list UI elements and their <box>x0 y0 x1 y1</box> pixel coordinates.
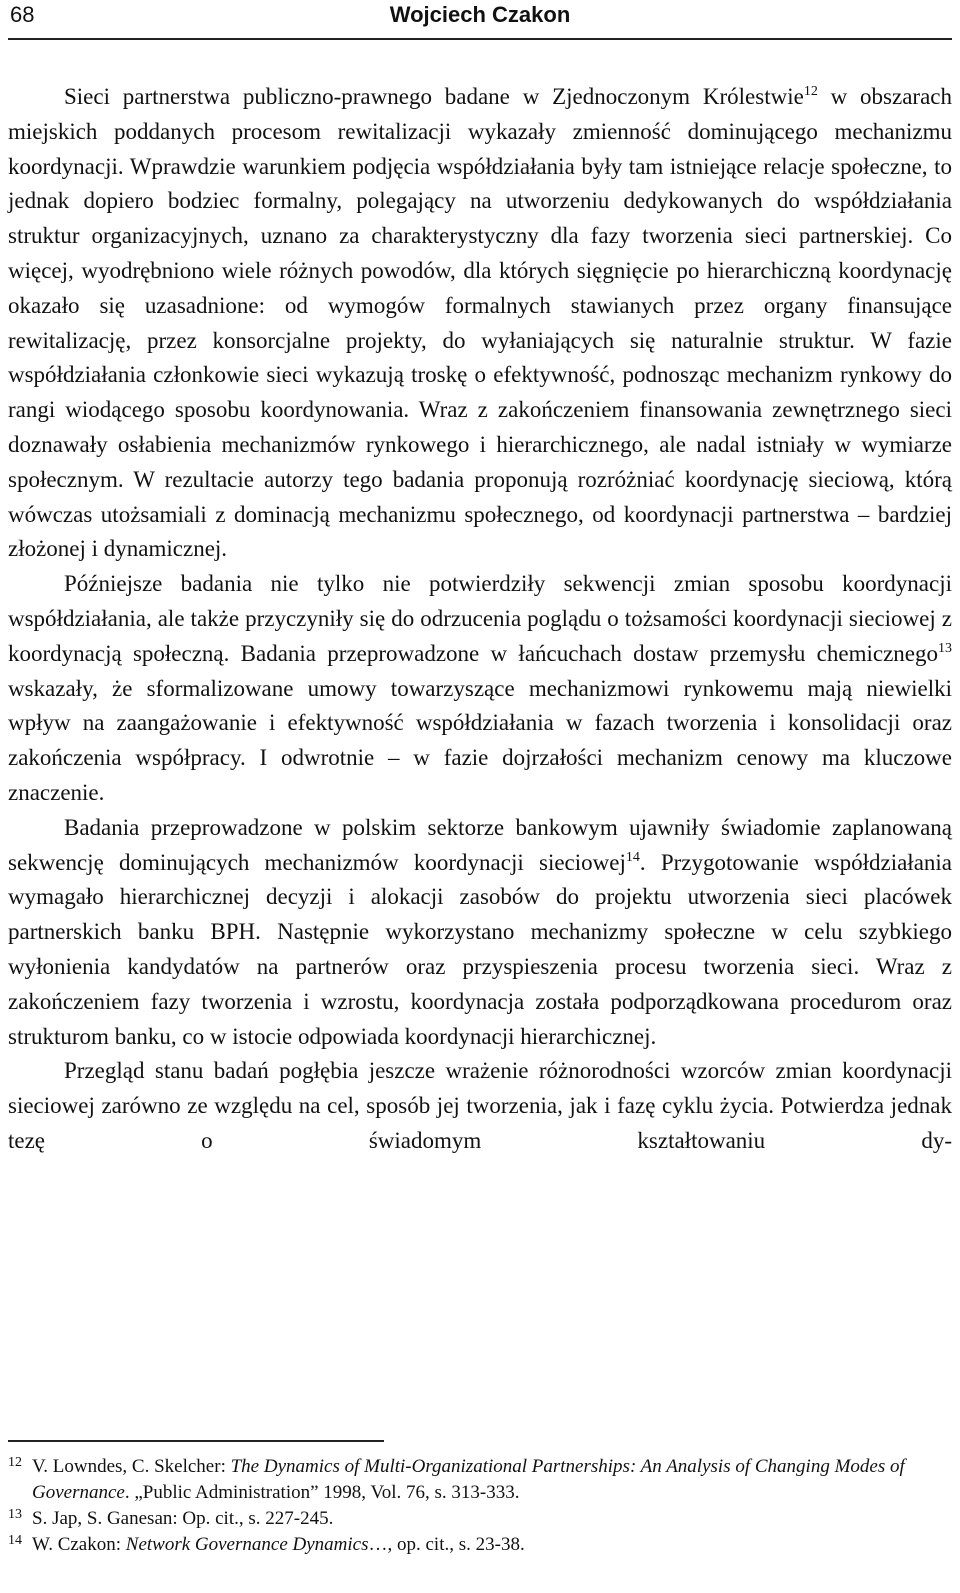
footnotes <box>8 1454 952 1558</box>
paragraph: Późniejsze badania nie tylko nie potwierdziły sekwencji zmian sposobu koordynacji współdziałania, ale także przyczyniły się do odrzucenia poglądu o tożsamości koordynacji sieciowej z koordynacją społeczną. Badania przeprowadzone w łańcuchach dostaw przemysłu chemicznego$^{13}$ wskazały, że sformalizowane umowy towarzyszące mechanizmowi rynkowemu mają niewielki wpływ na zaangażowanie i efektywność współdziałania w fazach tworzenia i konsolidacji oraz zakończenia współpracy. I odwrotnie – w fazie dojrzałości mechanizm cenowy ma kluczowe znaczenie. <box>8 571 952 805</box>
page-header <box>10 0 950 40</box>
header-rule <box>8 38 952 40</box>
paragraph: Badania przeprowadzone w polskim sektorze bankowym ujawniły świadomie zaplanowaną sekwencję dominujących mechanizmów koordynacji sieciowej$^{14}$. Przygotowanie współdziałania wymagało hierarchicznej decyzji i alokacji zasobów do projektu utworzenia sieci placówek partnerskich banku BPH. Następnie wykorzystano mechanizmy społeczne w celu szybkiego wyłonienia kandydatów na partnerów oraz przyspieszenia procesu tworzenia sieci. Wraz z zakończeniem fazy tworzenia i wzrostu, koordynacja została podporządkowana procedurom oraz strukturom banku, co w istocie odpowiada koordynacji hierarchicznej. <box>8 814 952 1049</box>
footnote-rule <box>8 1440 384 1442</box>
footnote-title: Network Governance Dynamics <box>125 1534 369 1555</box>
body-text <box>8 80 952 1159</box>
running-head: Wojciech Czakon <box>389 2 571 27</box>
footnote-number: 12 <box>8 1455 22 1470</box>
footnote-title: The Dynamics of Multi-Organizational Partnerships: An Analysis of Changing Modes of Governance <box>32 1456 905 1503</box>
footnote-ref[interactable]: 13 <box>938 640 952 656</box>
footnote-ref[interactable]: 12 <box>803 84 818 99</box>
footnote-number: 13 <box>8 1507 22 1522</box>
footnote: 12 V. Lowndes, C. Skelcher: The Dynamics of Multi-Organizational Partnerships: An Analysis of Changing Modes of Governance. „Public Administration” 1998, Vol. 76, s. 313-333. <box>8 1454 952 1506</box>
footnote-ref[interactable]: 14 <box>625 849 640 865</box>
paragraph: Przegląd stanu badań pogłębia jeszcze wrażenie różnorodności wzorców zmian koordynacji sieciowej zarówno ze względu na cel, sposób jej tworzenia, jak i fazę cyklu życia. Potwierdza jednak tezę o świadomym kształtowaniu dy- <box>8 1058 952 1153</box>
footnote-number: 14 <box>8 1533 22 1548</box>
page-number: 68 <box>10 2 35 27</box>
footnote: 13 S. Jap, S. Ganesan: Op. cit., s. 227-245. <box>8 1506 952 1532</box>
paragraph: Sieci partnerstwa publiczno-prawnego badane w Zjednoczonym Królestwie$^{12}$ w obszarach miejskich poddanych procesom rewitalizacji wykazały zmienność dominującego mechanizmu koordynacji. Wprawdzie warunkiem podjęcia współdziałania były tam istniejące relacje społeczne, to jednak dopiero bodziec formalny, polegający na utworzeniu dedykowanych do współdziałania struktur organizacyjnych, uznano za charakterystyczny dla fazy tworzenia sieci partnerskiej. Co więcej, wyodrębniono wiele różnych powodów, dla których sięgnięcie po hierarchiczną koordynację okazało się uzasadnione: od wymogów formalnych stawianych przez organy finansujące rewitalizację, przez konsorcjalne projekty, do wyłaniających się naturalnie struktur. W fazie współdziałania członkowie sieci wykazują troskę o efektywność, podnosząc mechanizm rynkowy do rangi wiodącego sposobu koordynowania. Wraz z zakończeniem finansowania zewnętrznego sieci doznawały osłabienia mechanizmów rynkowego i hierarchicznego, ale nadal istniały w wymiarze społecznym. W rezultacie autorzy tego badania proponują rozróżniać koordynację sieciową, którą wówczas utożsamiali z dominacją mechanizmu społecznego, od koordynacji partnerstwa – bardziej złożonej i dynamicznej. <box>8 84 952 562</box>
footnote: 14 W. Czakon: Network Governance Dynamics…, op. cit., s. 23-38. <box>8 1532 952 1558</box>
